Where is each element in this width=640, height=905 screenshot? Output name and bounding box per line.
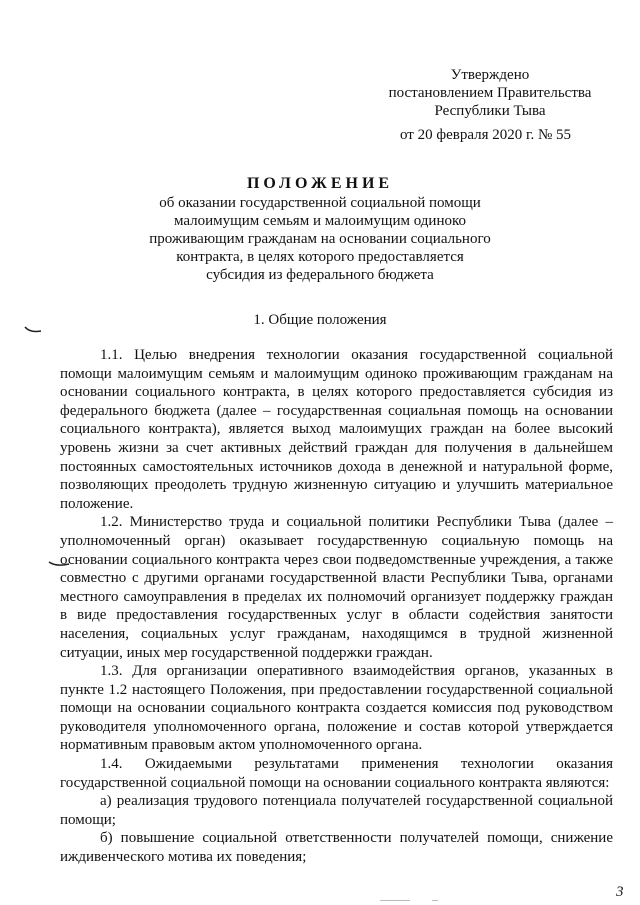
paragraph: 1.3. Для организации оперативного взаимодействия органов, указанных в пункте 1.2 настоящего Положения, при предоставлении государственной социальной помощи на основании социального контракта создается комиссия под руководством руководителя уполномоченного органа, положение и состав которой утверждается нормативным правовым актом уполномоченного органа.: [60, 663, 613, 754]
document-title: ПОЛОЖЕНИЕ: [246, 175, 394, 192]
paragraph: 1.2. Министерство труда и социальной политики Республики Тыва (далее – уполномоченный орган) оказывает государственную социальную помощь на основании социального контракта через свои подведомственные учреждения, а также совместно с другими органами государственной власти Республики Тыва, органами местного самоуправления в пределах их полномочий организует поддержку граждан в виде предоставления государственных услуг в области содействия занятости населения, социальных услуг гражданам, находящимся в трудной жизненной ситуации, иных мер государственной поддержки граждан.: [60, 514, 613, 661]
approval-line: Утверждено: [450, 67, 530, 83]
document-body: [60, 346, 613, 867]
subtitle-line: об оказании государственной социальной помощи: [159, 195, 481, 211]
section-heading: 1. Общие положения: [253, 312, 387, 328]
subtitle-line: малоимущим семьям и малоимущим одиноко: [173, 213, 467, 229]
paragraph: 1.4. Ожидаемыми результатами применения технологии оказания государственной социальной помощи на основании социального контракта являются:: [60, 756, 613, 791]
approval-line: Республики Тыва: [434, 103, 546, 119]
subtitle-line: контракта, в целях которого предоставляется: [176, 249, 464, 265]
paragraph: 1.1. Целью внедрения технологии оказания государственной социальной помощи малоимущим семьям и малоимущим одиноко проживающим гражданам на основании социального контракта, в целях которого предоставляется субсидия из федерального бюджета (далее – государственная социальная помощь на основании социального контракта), является выход малоимущих граждан на более высокий уровень жизни за счет активных действий граждан для получения в дальнейшем постоянных самостоятельных источников дохода в денежной и натуральной форме, позволяющих преодолеть трудную жизненную ситуацию и улучшить материальное положение.: [60, 347, 613, 512]
scan-mark: [48, 560, 70, 568]
approval-date: от 20 февраля 2020 г. № 55: [400, 127, 572, 143]
scan-artifact: [432, 900, 438, 901]
scan-artifact: [380, 900, 410, 901]
document-subtitle: [120, 194, 520, 284]
approval-block: [370, 66, 610, 120]
approval-line: постановлением Правительства: [388, 85, 592, 101]
scan-mark: [24, 326, 42, 334]
paragraph: а) реализация трудового потенциала получателей государственной социальной помощи;: [60, 793, 613, 828]
paragraph: б) повышение социальной ответственности получателей помощи, снижение иждивенческого мотива их поведения;: [60, 830, 613, 866]
subtitle-line: субсидия из федерального бюджета: [206, 267, 434, 283]
page-number: 3: [616, 884, 624, 900]
subtitle-line: проживающим гражданам на основании социального: [149, 231, 491, 247]
